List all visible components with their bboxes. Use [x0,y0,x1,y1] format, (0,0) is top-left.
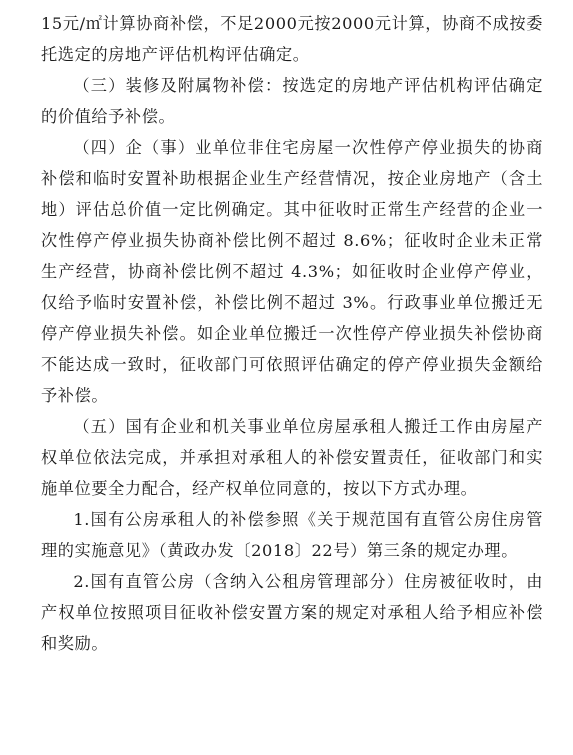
paragraph-rate-continuation: 15元/㎡计算协商补偿，不足2000元按2000元计算，协商不成按委托选定的房地产评估机构评估确定。 [41,14,543,64]
paragraph-business-loss-compensation: （四）企（事）业单位非住宅房屋一次性停产停业损失的协商补偿和临时安置补助根据企业生产经营情况，按企业房地产（含土地）评估总价值一定比例确定。其中征收时正常生产经营的企业一次性停产停业损失协商补偿比例不超过 8.6%；征收时企业未正常生产经营，协商补偿比例不超过 4.3%；如征收时企业停产停业，仅给予临时安置补偿，补偿比例不超过 3%。行政事业单位搬迁无停产停业损失补偿。如企业单位搬迁一次性停产停业损失补偿协商不能达成一致时，征收部门可依照评估确定的停产停业损失金额给予补偿。 [41,138,543,405]
paragraph-state-owned-tenants: （五）国有企业和机关事业单位房屋承租人搬迁工作由房屋产权单位依法完成，并承担对承租人的补偿安置责任，征收部门和实施单位要全力配合，经产权单位同意的，按以下方式办理。 [41,417,543,498]
paragraph-item-2-direct-public-housing: 2.国有直管公房（含纳入公租房管理部分）住房被征收时，由产权单位按照项目征收补偿安置方案的规定对承租人给予相应补偿和奖励。 [41,572,543,653]
paragraph-decoration-compensation: （三）装修及附属物补偿：按选定的房地产评估机构评估确定的价值给予补偿。 [41,76,543,126]
paragraph-item-1-public-housing: 1.国有公房承租人的补偿参照《关于规范国有直管公房住房管理的实施意见》（黄政办发〔2018〕22号）第三条的规定办理。 [41,510,543,560]
